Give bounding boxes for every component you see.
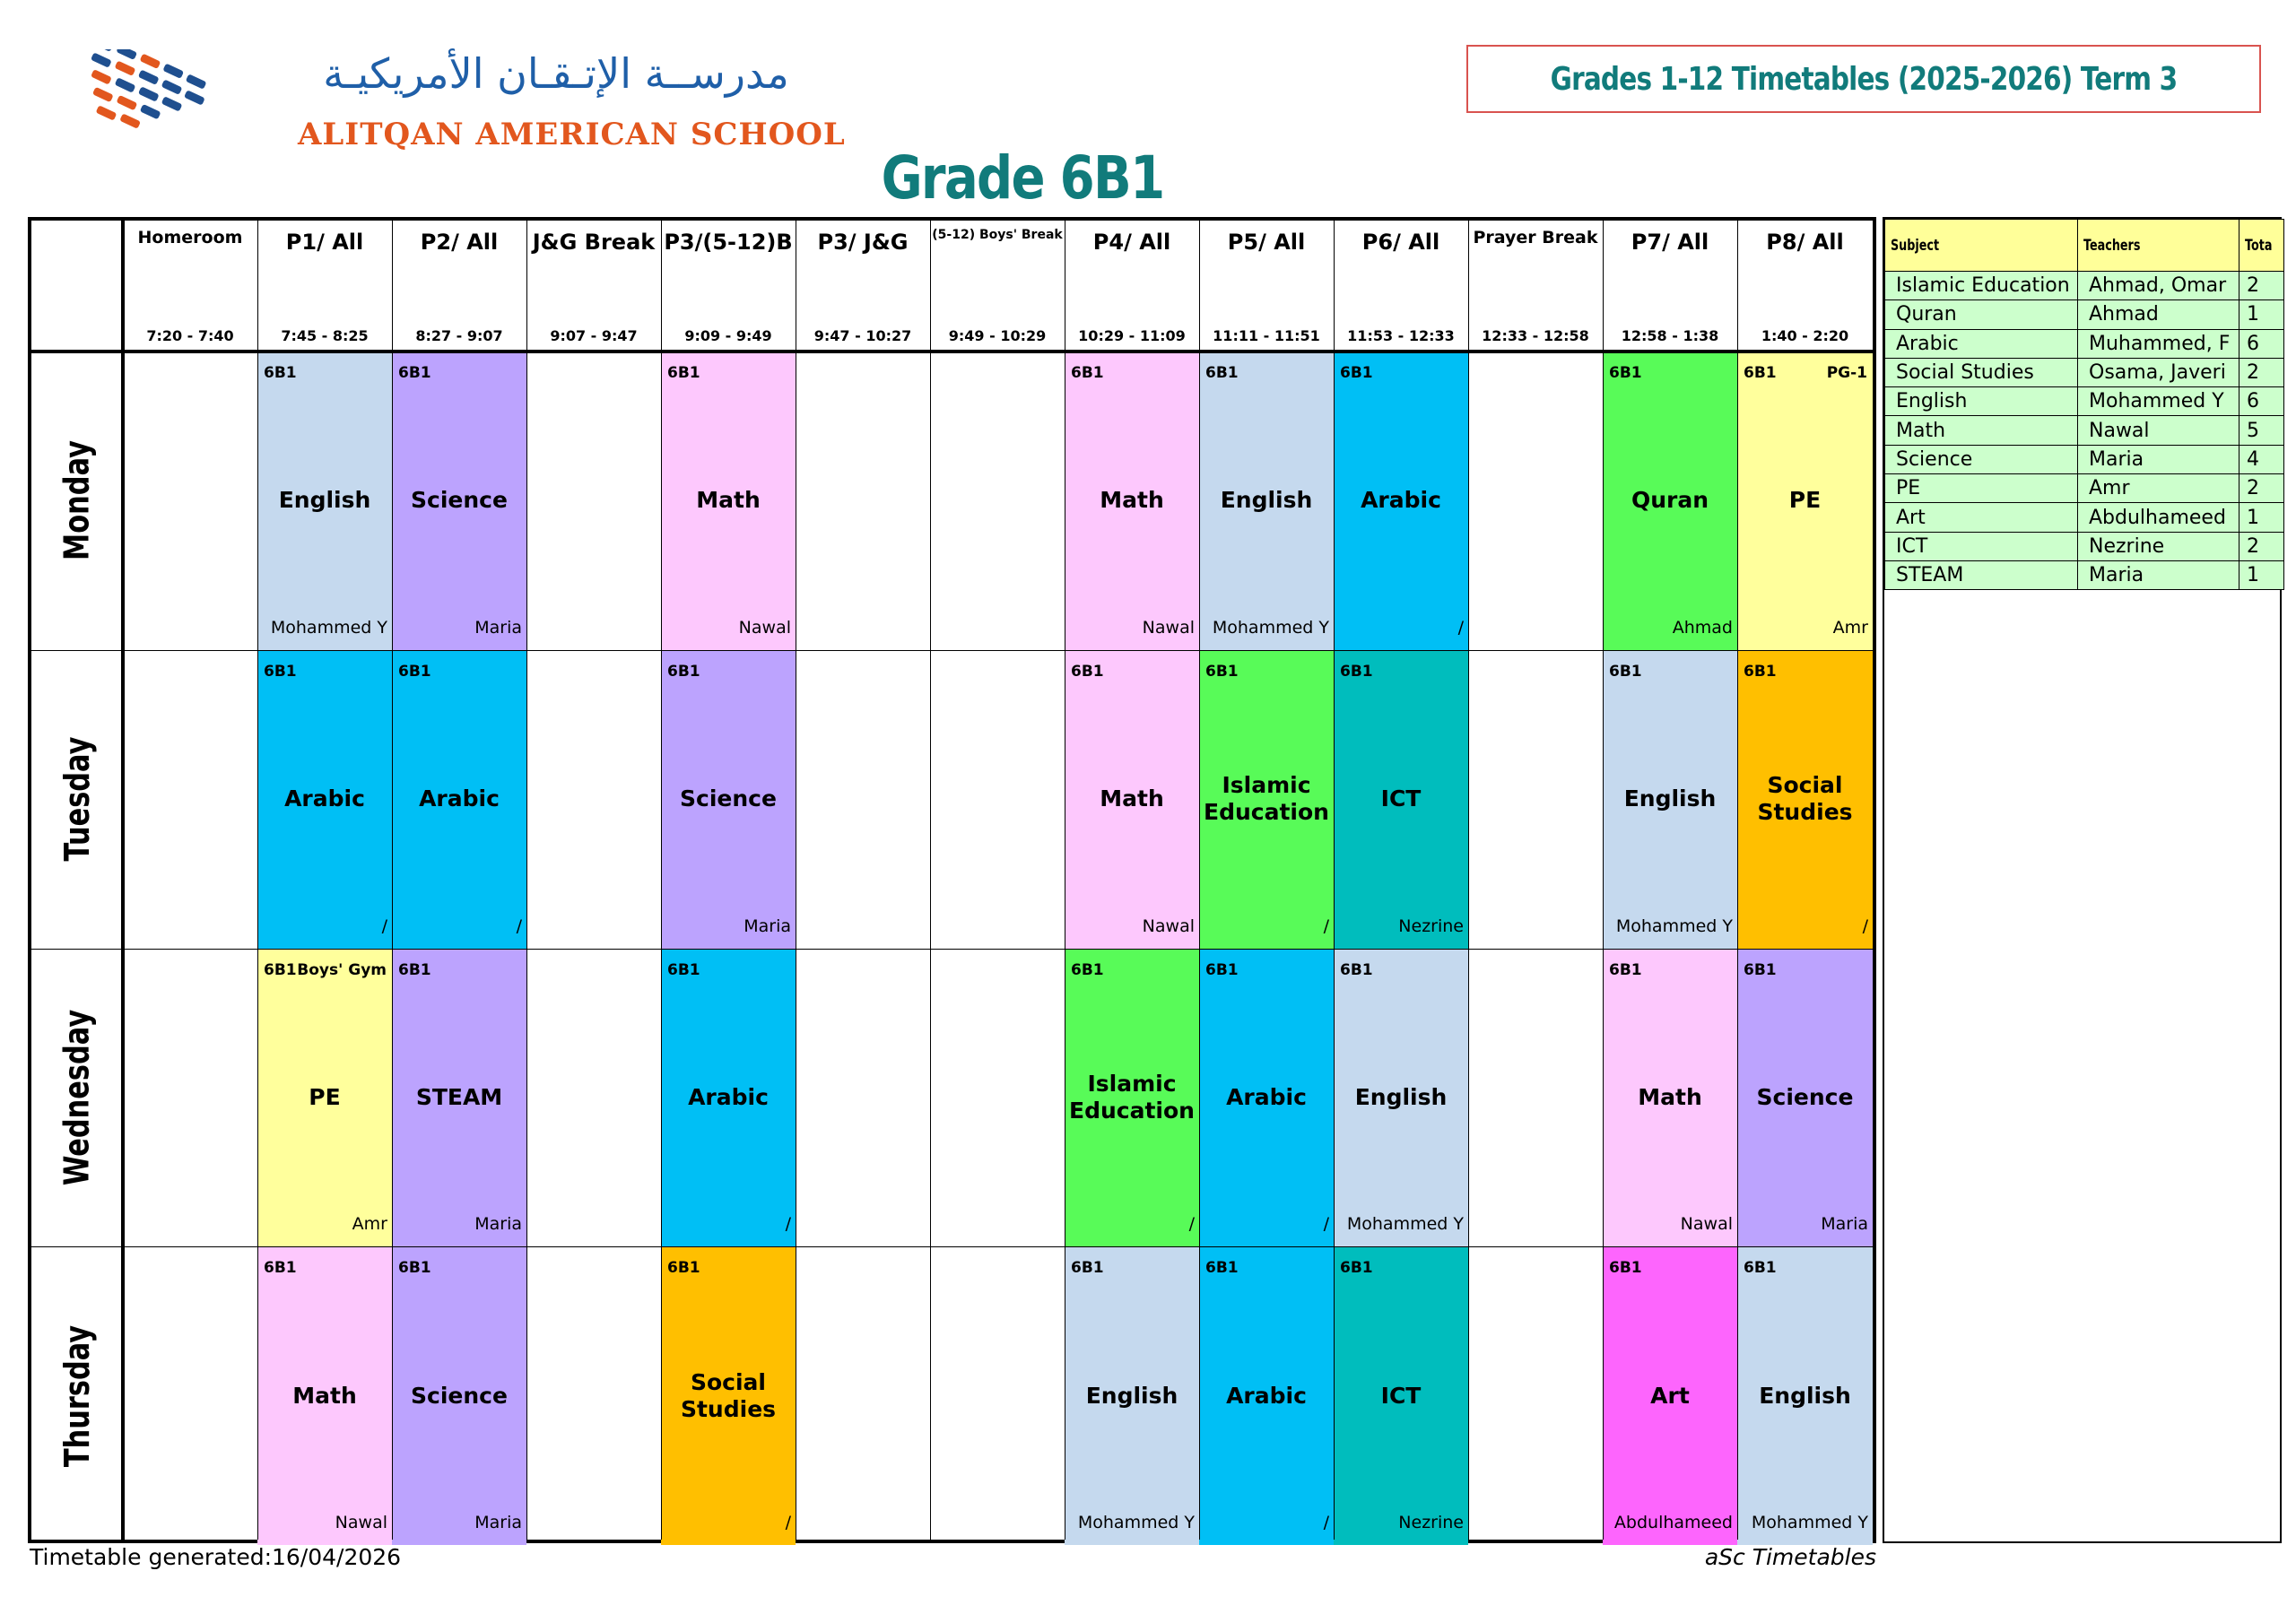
logo-mark-icon <box>54 49 233 157</box>
lesson-cell[interactable] <box>392 949 526 1247</box>
timetable-title-box <box>1466 45 2261 113</box>
grid-column-line <box>526 221 527 1540</box>
lesson-class: 6B1 <box>398 960 431 979</box>
summary-row <box>1885 387 2284 416</box>
summary-teachers: Muhammed, F <box>2078 329 2239 358</box>
lesson-teacher: Nezrine <box>1398 1513 1464 1532</box>
day-name: Tuesday <box>57 736 98 862</box>
period-header <box>1334 221 1468 352</box>
lesson-cell[interactable] <box>1199 949 1334 1247</box>
lesson-class: 6B1 <box>1744 364 1777 382</box>
period-header <box>1468 221 1603 352</box>
lesson-class: 6B1 <box>667 364 700 382</box>
lesson-cell[interactable] <box>392 650 526 949</box>
lesson-class: 6B1 <box>667 1259 700 1278</box>
summary-teachers: Ahmad <box>2078 300 2239 329</box>
period-header <box>1603 221 1737 352</box>
summary-total: 1 <box>2239 503 2284 532</box>
lesson-class: 6B1 <box>1205 960 1239 979</box>
lesson-subject: Arabic <box>1361 487 1441 514</box>
summary-subject: Arabic <box>1885 329 2078 358</box>
period-header <box>392 221 526 352</box>
lesson-cell[interactable] <box>661 650 796 949</box>
lesson-teacher: Ahmad <box>1672 617 1733 638</box>
period-name: P3/ J&G <box>817 230 909 255</box>
period-time: 11:53 - 12:33 <box>1347 327 1455 344</box>
lesson-teacher: / <box>1862 916 1868 936</box>
lesson-subject: English <box>278 487 371 514</box>
grid-row-line <box>31 949 1873 950</box>
period-name: P5/ All <box>1227 230 1306 255</box>
lesson-subject: English <box>1085 1382 1178 1409</box>
lesson-subject: ICT <box>1380 1382 1422 1409</box>
lesson-subject: Science <box>1756 1083 1854 1110</box>
lesson-subject: Math <box>1100 487 1164 514</box>
lesson-room: Boys' Gym <box>297 960 387 979</box>
lesson-subject: Arabic <box>688 1083 769 1110</box>
period-header <box>796 221 930 352</box>
summary-row <box>1885 560 2284 589</box>
grid-column-line <box>1737 221 1738 1540</box>
summary-total: 4 <box>2239 445 2284 473</box>
summary-total: 6 <box>2239 387 2284 416</box>
period-header <box>661 221 796 352</box>
lesson-cell[interactable] <box>1065 352 1199 650</box>
summary-teachers: Maria <box>2078 445 2239 473</box>
summary-total: 5 <box>2239 416 2284 445</box>
lesson-teacher: Maria <box>474 1214 522 1235</box>
lesson-class: 6B1 <box>398 662 431 681</box>
lesson-teacher: Maria <box>1821 1214 1868 1235</box>
lesson-class: 6B1 <box>1340 1259 1373 1278</box>
lesson-class: 6B1 <box>1609 1259 1642 1278</box>
lesson-subject: Social Studies <box>680 1368 777 1422</box>
summary-teachers: Nawal <box>2078 416 2239 445</box>
summary-total: 2 <box>2239 532 2284 560</box>
lesson-cell[interactable] <box>1603 352 1737 650</box>
lesson-subject: Math <box>1100 785 1164 812</box>
summary-teachers: Ahmad, Omar <box>2078 272 2239 300</box>
lesson-teacher: / <box>1323 916 1329 936</box>
lesson-cell[interactable] <box>1065 1246 1199 1545</box>
period-name: Homeroom <box>137 228 243 247</box>
grid-column-line <box>257 221 258 1540</box>
summary-subject: Science <box>1885 445 2078 473</box>
lesson-subject: Science <box>411 487 508 514</box>
period-header <box>1065 221 1199 352</box>
lesson-class: 6B1 <box>1340 364 1373 382</box>
lesson-teacher: Amr <box>352 1214 387 1235</box>
period-time: 8:27 - 9:07 <box>415 327 503 344</box>
lesson-class: 6B1 <box>1340 662 1373 681</box>
summary-row <box>1885 532 2284 560</box>
lesson-cell[interactable] <box>1065 650 1199 949</box>
lesson-subject: Art <box>1650 1382 1690 1409</box>
lesson-subject: Arabic <box>284 785 365 812</box>
lesson-teacher: / <box>785 1513 791 1532</box>
summary-total: 2 <box>2239 358 2284 386</box>
lesson-teacher: Maria <box>474 617 522 638</box>
lesson-cell[interactable] <box>1199 1246 1334 1545</box>
day-name: Thursday <box>57 1324 97 1467</box>
summary-header-total: Tota <box>2239 220 2284 272</box>
lesson-cell[interactable] <box>1737 949 1873 1247</box>
day-label-monday <box>31 352 123 650</box>
lesson-teacher: / <box>381 916 387 936</box>
lesson-cell[interactable] <box>1737 650 1873 949</box>
lesson-class: 6B1 <box>264 1259 297 1278</box>
lesson-cell[interactable] <box>1603 949 1737 1247</box>
lesson-subject: Islamic Education <box>1204 772 1329 826</box>
grid-column-line <box>930 221 931 1540</box>
period-header <box>526 221 661 352</box>
lesson-class: 6B1 <box>667 662 700 681</box>
period-time: 9:09 - 9:49 <box>684 327 772 344</box>
lesson-teacher: Nawal <box>1142 916 1195 936</box>
summary-subject: Islamic Education <box>1885 272 2078 300</box>
summary-subject: Social Studies <box>1885 358 2078 386</box>
day-label-thursday <box>31 1246 123 1545</box>
summary-teachers: Amr <box>2078 474 2239 503</box>
grid-column-line <box>661 221 662 1540</box>
lesson-class: 6B1 <box>1340 960 1373 979</box>
lesson-subject: English <box>1220 487 1313 514</box>
lesson-teacher: Nawal <box>738 617 791 638</box>
period-time: 1:40 - 2:20 <box>1761 327 1849 344</box>
lesson-subject: English <box>1354 1083 1448 1110</box>
lesson-cell[interactable] <box>392 352 526 650</box>
period-header <box>257 221 392 352</box>
lesson-teacher: Abdulhameed <box>1613 1513 1733 1532</box>
lesson-cell[interactable] <box>257 949 392 1247</box>
lesson-teacher: Amr <box>1832 617 1868 638</box>
lesson-subject: Math <box>696 487 761 514</box>
period-name: P6/ All <box>1361 230 1440 255</box>
lesson-teacher: Maria <box>744 916 791 936</box>
lesson-subject: Islamic Education <box>1069 1070 1195 1124</box>
period-name: P7/ All <box>1631 230 1709 255</box>
lesson-subject: Arabic <box>1226 1083 1307 1110</box>
lesson-cell[interactable] <box>1603 1246 1737 1545</box>
summary-teachers: Abdulhameed <box>2078 503 2239 532</box>
period-time: 12:33 - 12:58 <box>1482 327 1589 344</box>
lesson-room: PG-1 <box>1826 364 1867 382</box>
lesson-teacher: Nawal <box>335 1513 387 1532</box>
summary-total: 1 <box>2239 300 2284 329</box>
summary-subject: ICT <box>1885 532 2078 560</box>
period-time: 9:07 - 9:47 <box>550 327 638 344</box>
lesson-class: 6B1 <box>1609 364 1642 382</box>
day-name: Monday <box>57 440 98 561</box>
summary-header-subject: Subject <box>1885 220 2078 272</box>
period-header <box>1199 221 1334 352</box>
summary-teachers: Osama, Javeri <box>2078 358 2239 386</box>
period-time: 10:29 - 11:09 <box>1078 327 1186 344</box>
summary-row <box>1885 300 2284 329</box>
lesson-cell[interactable] <box>661 352 796 650</box>
summary-row <box>1885 358 2284 386</box>
summary-total: 2 <box>2239 272 2284 300</box>
lesson-class: 6B1 <box>264 662 297 681</box>
period-time: 11:11 - 11:51 <box>1213 327 1320 344</box>
summary-subject: STEAM <box>1885 560 2078 589</box>
lesson-cell[interactable] <box>1603 650 1737 949</box>
lesson-subject: STEAM <box>415 1083 503 1110</box>
lesson-cell[interactable] <box>257 650 392 949</box>
period-header <box>1737 221 1873 352</box>
lesson-teacher: Nawal <box>1680 1214 1733 1235</box>
lesson-teacher: / <box>1323 1214 1329 1235</box>
lesson-class: 6B1 <box>398 364 431 382</box>
summary-teachers: Nezrine <box>2078 532 2239 560</box>
grid-column-line <box>121 221 125 1540</box>
period-header <box>123 221 257 352</box>
generated-date: Timetable generated:16/04/2026 <box>30 1544 402 1570</box>
period-name: J&G Break <box>532 230 656 255</box>
lesson-teacher: Mohammed Y <box>1212 617 1329 638</box>
lesson-subject: Arabic <box>419 785 500 812</box>
lesson-cell[interactable] <box>1199 352 1334 650</box>
grid-column-line <box>1603 221 1604 1540</box>
lesson-subject: Science <box>411 1382 508 1409</box>
day-name: Wednesday <box>57 1009 97 1186</box>
grid-row-line <box>31 1246 1873 1247</box>
school-name-arabic: مدرســة الإتـقـان الأمريكيـة <box>323 49 789 98</box>
lesson-class: 6B1 <box>1071 662 1104 681</box>
day-label-wednesday <box>31 949 123 1247</box>
lesson-teacher: Mohammed Y <box>270 617 387 638</box>
period-name: P2/ All <box>420 230 499 255</box>
period-time: 7:45 - 8:25 <box>281 327 369 344</box>
lesson-cell[interactable] <box>661 949 796 1247</box>
lesson-subject: Social Studies <box>1757 772 1853 826</box>
summary-subject: PE <box>1885 474 2078 503</box>
timetable-title: Grades 1-12 Timetables (2025-2026) Term 3 <box>1550 60 2178 98</box>
lesson-cell[interactable] <box>257 352 392 650</box>
lesson-subject: English <box>1759 1382 1851 1409</box>
lesson-subject: PE <box>1788 487 1822 514</box>
grid-column-line <box>1468 221 1469 1540</box>
summary-header-teachers: Teachers <box>2078 220 2239 272</box>
summary-subject: Art <box>1885 503 2078 532</box>
summary-row <box>1885 329 2284 358</box>
period-name: (5-12) Boys' Break <box>932 228 1063 242</box>
lesson-class: 6B1 <box>1205 1259 1239 1278</box>
period-name: P3/(5-12)B <box>664 230 793 255</box>
summary-total: 2 <box>2239 474 2284 503</box>
lesson-teacher: Mohammed Y <box>1077 1513 1195 1532</box>
lesson-subject: Science <box>680 785 777 812</box>
lesson-cell[interactable] <box>1334 949 1468 1247</box>
lesson-cell[interactable] <box>392 1246 526 1545</box>
lesson-subject: Quran <box>1631 487 1709 514</box>
lesson-teacher: Nezrine <box>1398 916 1464 936</box>
lesson-teacher: Nawal <box>1142 617 1195 638</box>
lesson-teacher: Mohammed Y <box>1615 916 1733 936</box>
day-label-tuesday <box>31 650 123 949</box>
summary-row <box>1885 445 2284 473</box>
lesson-class: 6B1 <box>1744 1259 1777 1278</box>
summary-row <box>1885 416 2284 445</box>
lesson-subject: English <box>1623 785 1717 812</box>
period-time: 12:58 - 1:38 <box>1621 327 1719 344</box>
lesson-class: 6B1 <box>667 960 700 979</box>
period-time: 9:47 - 10:27 <box>813 327 912 344</box>
lesson-class: 6B1 <box>264 364 297 382</box>
brand-label: aSc Timetables <box>1704 1544 1876 1570</box>
lesson-class: 6B1 <box>1609 960 1642 979</box>
period-name: Prayer Break <box>1473 228 1598 247</box>
timetable-grid <box>28 217 1876 1543</box>
period-time: 7:20 - 7:40 <box>146 327 234 344</box>
summary-subject: Quran <box>1885 300 2078 329</box>
lesson-teacher: Mohammed Y <box>1751 1513 1868 1532</box>
lesson-teacher: Maria <box>474 1513 522 1532</box>
summary-row <box>1885 474 2284 503</box>
period-name: P8/ All <box>1766 230 1844 255</box>
lesson-cell[interactable] <box>1199 650 1334 949</box>
lesson-teacher: / <box>1323 1513 1329 1532</box>
lesson-class: 6B1 <box>1205 662 1239 681</box>
lesson-cell[interactable] <box>257 1246 392 1545</box>
period-name: P4/ All <box>1092 230 1171 255</box>
lesson-cell[interactable] <box>1065 949 1199 1247</box>
lesson-cell[interactable] <box>1334 650 1468 949</box>
summary-teachers: Mohammed Y <box>2078 387 2239 416</box>
lesson-teacher: / <box>785 1214 791 1235</box>
summary-total: 6 <box>2239 329 2284 358</box>
summary-row <box>1885 503 2284 532</box>
lesson-class: 6B1 <box>1071 960 1104 979</box>
summary-total: 1 <box>2239 560 2284 589</box>
subject-summary-table <box>1884 219 2284 590</box>
summary-header-row <box>1885 220 2284 272</box>
lesson-class: 6B1 <box>1609 662 1642 681</box>
lesson-cell[interactable] <box>1737 1246 1873 1545</box>
lesson-cell[interactable] <box>1334 1246 1468 1545</box>
grid-row-line <box>31 650 1873 651</box>
summary-subject: English <box>1885 387 2078 416</box>
lesson-subject: ICT <box>1380 785 1422 812</box>
lesson-subject: Arabic <box>1226 1382 1307 1409</box>
period-name: P1/ All <box>285 230 364 255</box>
lesson-teacher: Mohammed Y <box>1346 1214 1464 1235</box>
lesson-class: 6B1 <box>1744 662 1777 681</box>
subject-summary-panel <box>1883 217 2282 1543</box>
lesson-class: 6B1 <box>398 1259 431 1278</box>
summary-row <box>1885 272 2284 300</box>
grid-header-line <box>31 350 1873 353</box>
lesson-class: 6B1 <box>264 960 297 979</box>
summary-subject: Math <box>1885 416 2078 445</box>
grade-title: Grade 6B1 <box>881 143 1164 213</box>
lesson-cell[interactable] <box>661 1246 796 1545</box>
summary-teachers: Maria <box>2078 560 2239 589</box>
lesson-cell[interactable] <box>1737 352 1873 650</box>
grid-column-line <box>1199 221 1200 1540</box>
lesson-teacher: / <box>516 916 522 936</box>
lesson-subject: Math <box>292 1382 357 1409</box>
lesson-class: 6B1 <box>1205 364 1239 382</box>
lesson-teacher: / <box>1188 1214 1195 1235</box>
period-time: 9:49 - 10:29 <box>948 327 1047 344</box>
lesson-teacher: / <box>1457 617 1464 638</box>
school-name-english: ALITQAN AMERICAN SCHOOL <box>298 117 846 152</box>
lesson-subject: PE <box>309 1083 341 1110</box>
period-header <box>930 221 1065 352</box>
grid-column-line <box>392 221 393 1540</box>
grid-column-line <box>1334 221 1335 1540</box>
school-logo <box>54 49 846 166</box>
lesson-class: 6B1 <box>1071 364 1104 382</box>
lesson-cell[interactable] <box>1334 352 1468 650</box>
lesson-class: 6B1 <box>1744 960 1777 979</box>
lesson-class: 6B1 <box>1071 1259 1104 1278</box>
lesson-subject: Math <box>1638 1083 1702 1110</box>
